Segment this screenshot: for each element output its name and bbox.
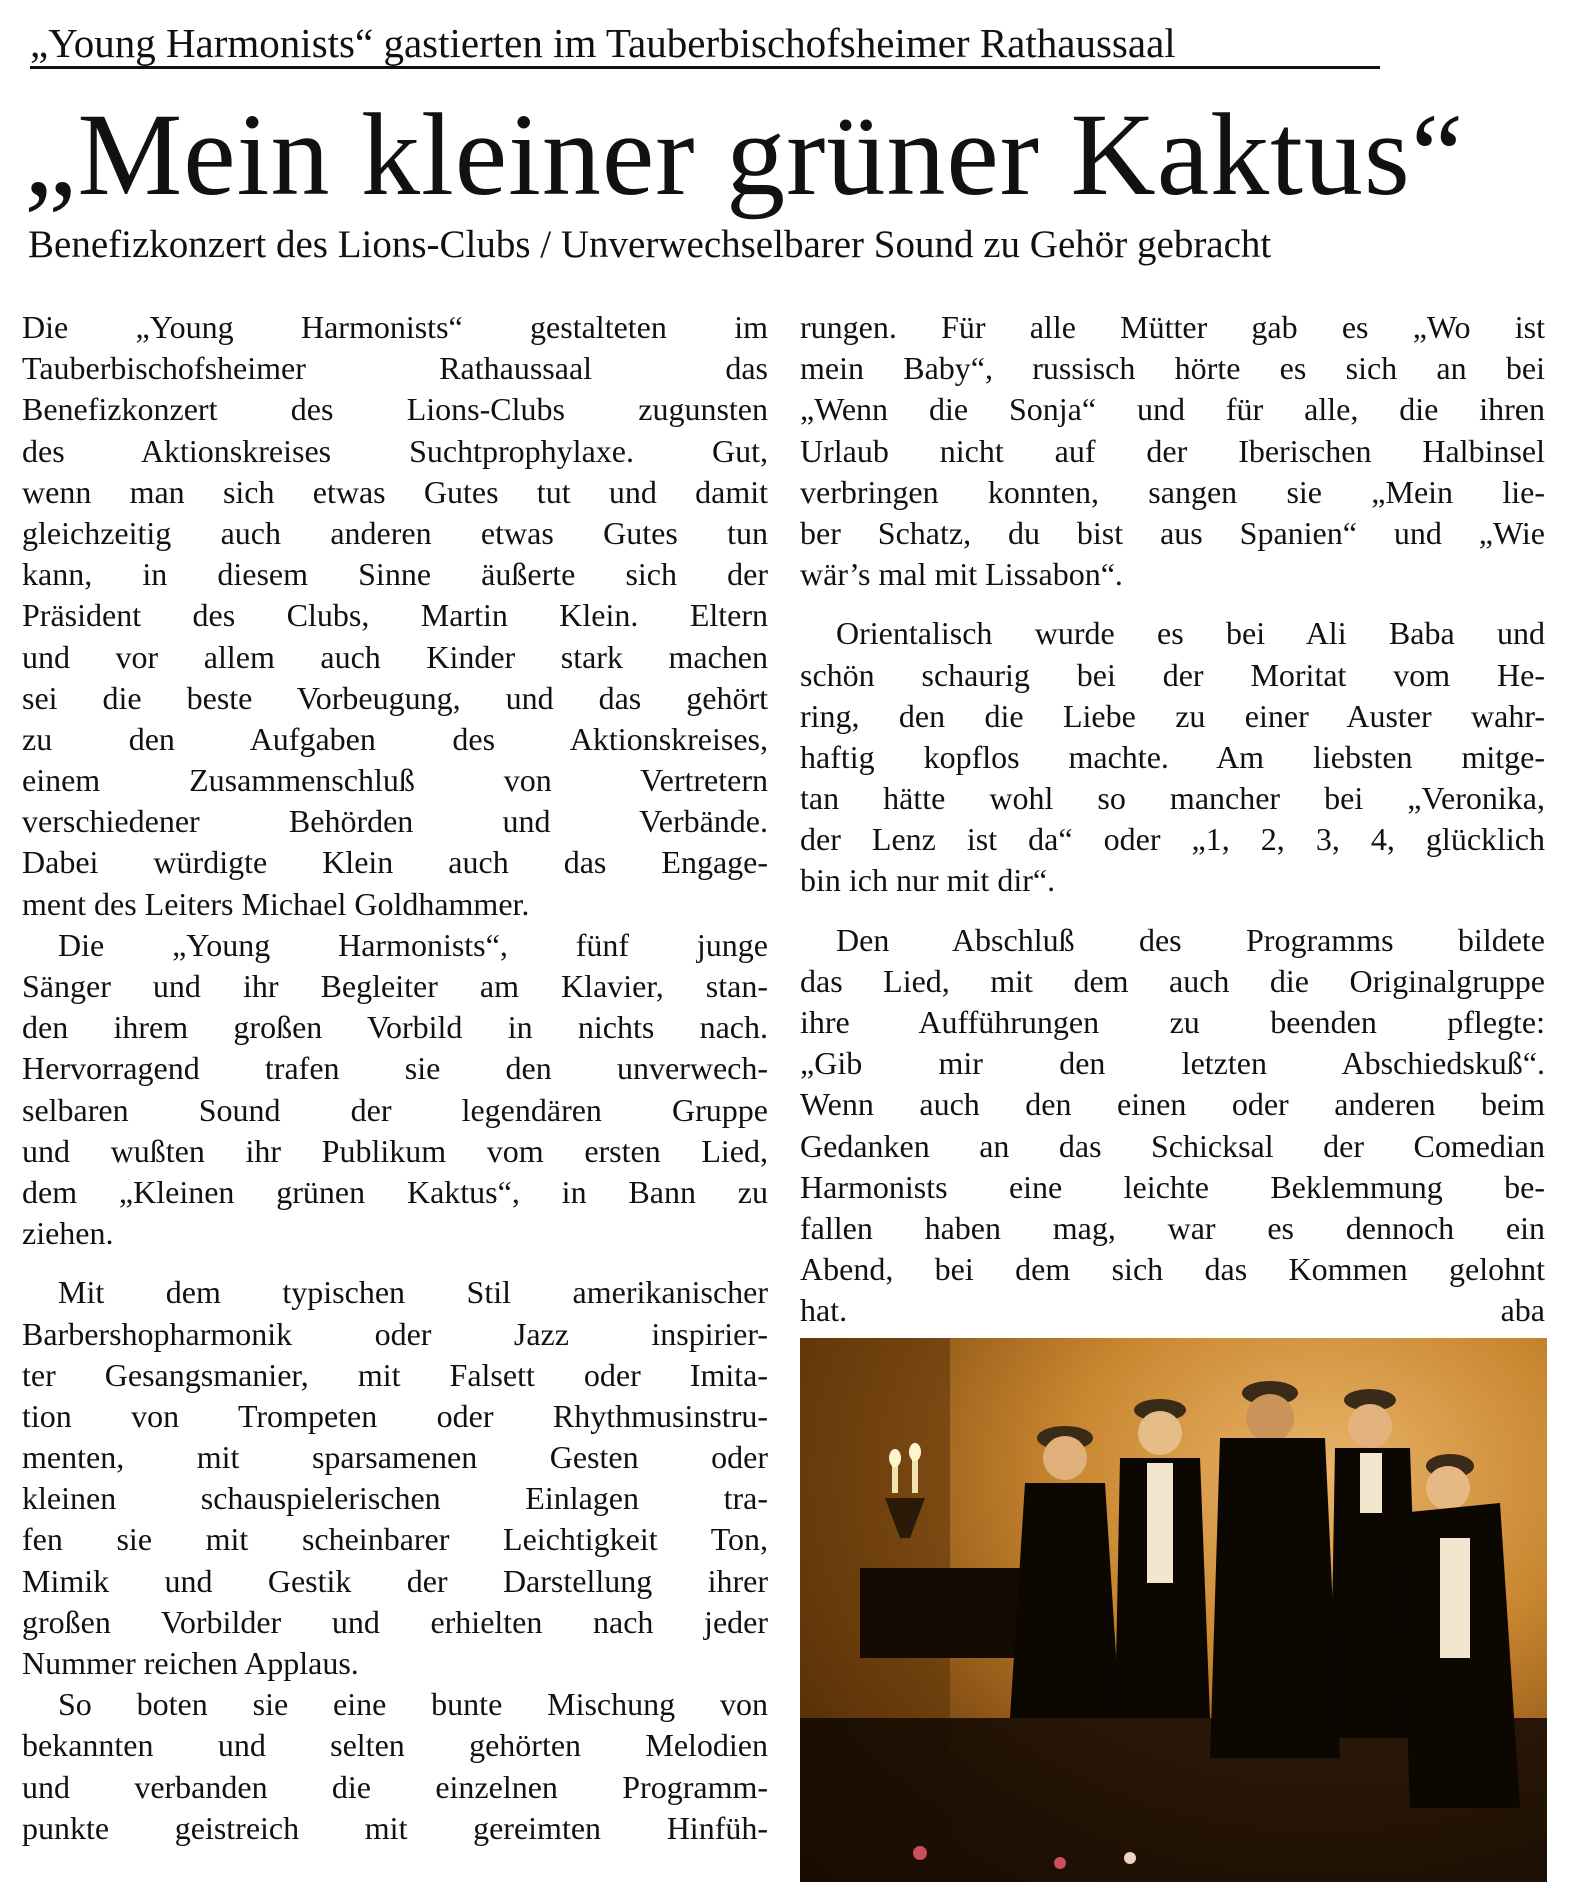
text-line: ment des Leiters Michael Goldhammer. xyxy=(22,885,530,922)
headline: „Mein kleiner grüner Kaktus“ xyxy=(24,89,1465,220)
text-line: punkte geistreich mit gereimten Hinfüh- xyxy=(22,1809,768,1846)
text-line: selbaren Sound der legendären Gruppe xyxy=(22,1091,768,1128)
text-line: hat. xyxy=(800,1292,848,1329)
flower xyxy=(913,1846,927,1860)
text-line: „Wenn die Sonja“ und für alle, die ihren xyxy=(800,391,1545,428)
text-line: das Lied, mit dem auch die Originalgruppe xyxy=(800,962,1545,999)
text-line: „Gib mir den letzten Abschiedskuß“. xyxy=(800,1045,1545,1082)
text-line: fallen haben mag, war es dennoch ein xyxy=(800,1209,1545,1246)
text-line: ihre Aufführungen zu beenden pflegte: xyxy=(800,1004,1545,1040)
text-line: Sänger und ihr Begleiter am Klavier, stan- xyxy=(22,968,768,1004)
concert-photo xyxy=(800,1338,1547,1882)
text-line: menten, mit sparsamenen Gesten oder xyxy=(22,1439,768,1476)
text-line: des Aktionskreises Suchtprophylaxe. Gut, xyxy=(22,432,768,469)
text-line: ber Schatz, du bist aus Spanien“ und „Wie xyxy=(800,514,1545,551)
text-line: Tauberbischofsheimer Rathaussaal das xyxy=(22,350,768,387)
text-line: kleinen schauspielerischen Einlagen tra- xyxy=(22,1480,768,1517)
text-line: tan hätte wohl so mancher bei „Veronika, xyxy=(800,780,1545,817)
text-line: Urlaub nicht auf der Iberischen Halbinsel xyxy=(800,432,1545,469)
shirt xyxy=(1147,1463,1173,1583)
text-line: wär’s mal mit Lissabon“. xyxy=(800,556,1123,593)
performers-illustration xyxy=(800,1338,1547,1882)
face xyxy=(1138,1411,1182,1455)
flower xyxy=(1054,1857,1066,1869)
article-column-2 xyxy=(800,307,1545,1332)
text-line: tion von Trompeten oder Rhythmusinstru- xyxy=(22,1397,768,1434)
shirt xyxy=(1360,1453,1382,1513)
text-line: Barbershopharmonik oder Jazz inspirier- xyxy=(22,1315,768,1352)
performer-3 xyxy=(1210,1438,1340,1758)
text-line: und verbanden die einzelnen Programm- xyxy=(22,1768,768,1805)
face xyxy=(1043,1436,1087,1480)
text-line: Abend, bei dem sich das Kommen gelohnt xyxy=(800,1251,1545,1288)
text-line: Wenn auch den einen oder anderen beim xyxy=(800,1086,1545,1123)
text-line: Gedanken an das Schicksal der Comedian xyxy=(800,1127,1545,1164)
text-line: bin ich nur mit dir“. xyxy=(800,862,1056,899)
text-line: ziehen. xyxy=(22,1215,114,1252)
text-line: Orientalisch wurde es bei Ali Baba und xyxy=(836,615,1545,652)
text-line: haftig kopflos machte. Am liebsten mitge- xyxy=(800,738,1545,775)
candle-right xyxy=(912,1458,918,1493)
kicker-rule xyxy=(30,66,1380,69)
text-line: wenn man sich etwas Gutes tut und damit xyxy=(22,473,768,510)
text-line: Nummer reichen Applaus. xyxy=(22,1645,359,1681)
text-line: großen Vorbilder und erhielten nach jeder xyxy=(22,1603,768,1640)
text-line: den ihrem großen Vorbild in nichts nach. xyxy=(22,1009,768,1046)
face xyxy=(1348,1404,1392,1448)
text-line: und wußten ihr Publikum vom ersten Lied, xyxy=(22,1132,768,1169)
text-line: Die „Young Harmonists“ gestalteten im xyxy=(22,309,768,345)
text-line: Den Abschluß des Programms bildete xyxy=(836,921,1545,958)
text-line: dem „Kleinen grünen Kaktus“, in Bann zu xyxy=(22,1173,768,1210)
text-line: Hervorragend trafen sie den unverwech- xyxy=(22,1050,768,1087)
text-line: verbringen konnten, sangen sie „Mein lie- xyxy=(800,473,1545,510)
text-line: schön schaurig bei der Moritat vom He- xyxy=(800,656,1545,693)
text-line: einem Zusammenschluß von Vertretern xyxy=(22,762,768,799)
text-line: So boten sie eine bunte Mischung von xyxy=(58,1686,768,1723)
face xyxy=(1426,1466,1470,1510)
flame-right xyxy=(909,1443,921,1461)
text-line: kann, in diesem Sinne äußerte sich der xyxy=(22,556,768,593)
text-line: sei die beste Vorbeugung, und das gehört xyxy=(22,679,768,716)
text-line: bekannten und selten gehörten Melodien xyxy=(22,1727,768,1764)
flame-left xyxy=(889,1449,901,1467)
text-line: mein Baby“, russisch hörte es sich an bei xyxy=(800,350,1545,387)
closing-line xyxy=(800,1290,1545,1331)
text-line: ring, den die Liebe zu einer Auster wahr- xyxy=(800,697,1545,734)
text-line: gleichzeitig auch anderen etwas Gutes tun xyxy=(22,514,768,551)
text-line: Präsident des Clubs, Martin Klein. Eltern xyxy=(22,597,768,634)
performer-1 xyxy=(1010,1483,1120,1718)
text-line: der Lenz ist da“ oder „1, 2, 3, 4, glücklich xyxy=(800,821,1545,858)
subhead: Benefizkonzert des Lions-Clubs / Unverwechselbarer Sound zu Gehör gebracht xyxy=(28,223,1272,266)
candle-left xyxy=(892,1463,898,1493)
article-column-1 xyxy=(22,307,768,1849)
text-line: verschiedener Behörden und Verbände. xyxy=(22,803,768,840)
text-line: Die „Young Harmonists“, fünf junge xyxy=(58,926,768,963)
shirt xyxy=(1440,1538,1470,1658)
text-line: ter Gesangsmanier, mit Falsett oder Imita- xyxy=(22,1356,768,1393)
text-line: und vor allem auch Kinder stark machen xyxy=(22,638,768,675)
kicker: „Young Harmonists“ gastierten im Tauberbischofsheimer Rathaussaal xyxy=(30,20,1176,66)
flower xyxy=(1124,1852,1136,1864)
text-line: Mimik und Gestik der Darstellung ihrer xyxy=(22,1562,768,1599)
text-line: fen sie mit scheinbarer Leichtigkeit Ton, xyxy=(22,1521,768,1558)
text-line: rungen. Für alle Mütter gab es „Wo ist xyxy=(800,309,1545,345)
face xyxy=(1246,1394,1294,1442)
text-line: Mit dem typischen Stil amerikanischer xyxy=(58,1274,768,1311)
text-line: Dabei würdigte Klein auch das Engage- xyxy=(22,844,768,881)
author-signature: aba xyxy=(1500,1292,1545,1329)
text-line: zu den Aufgaben des Aktionskreises, xyxy=(22,720,768,757)
text-line: Harmonists eine leichte Beklemmung be- xyxy=(800,1168,1545,1205)
text-line: Benefizkonzert des Lions-Clubs zugunsten xyxy=(22,391,768,428)
